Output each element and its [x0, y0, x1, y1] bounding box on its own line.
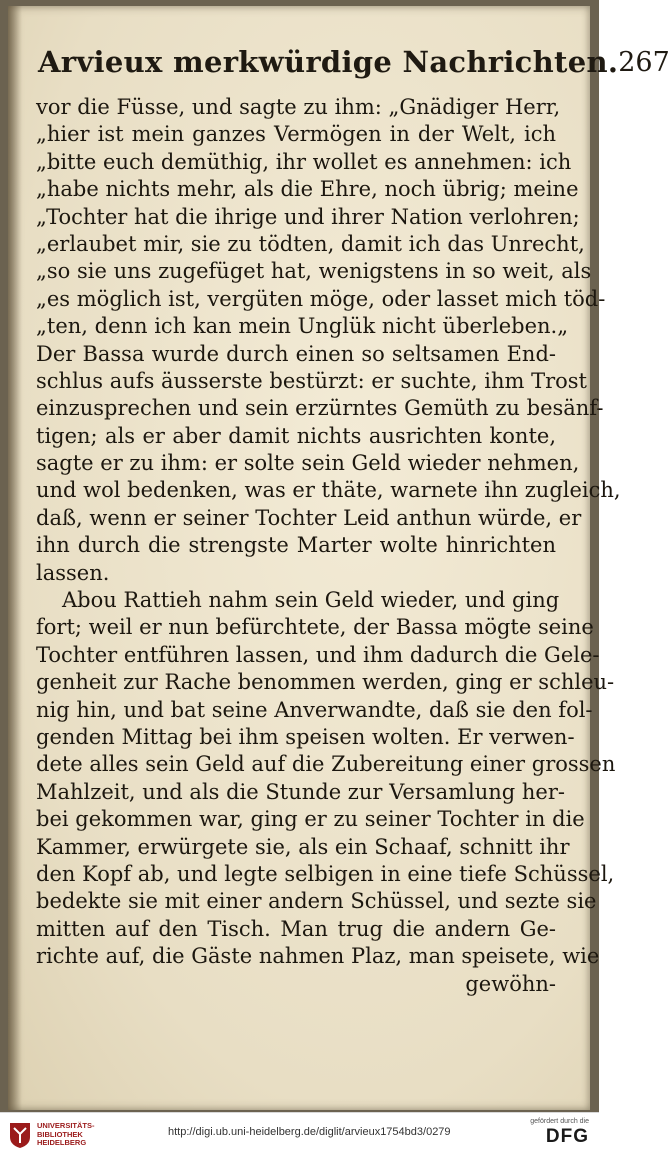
funding-note: gefördert durch die	[530, 1118, 589, 1125]
text-line: sagte er zu ihm: er solte sein Geld wieder nehmen,	[36, 451, 580, 476]
university-seal-icon	[8, 1121, 32, 1149]
text-line: „erlaubet mir, sie zu tödten, damit ich das Unrecht,	[36, 231, 585, 256]
dfg-logo: DFG	[545, 1126, 589, 1147]
text-line: fort; weil er nun befürchtete, der Bassa mögte seine	[36, 615, 594, 640]
text-line: nig hin, und bat seine Anverwandte, daß sie den fol-	[36, 697, 593, 722]
text-line: dete alles sein Geld auf die Zubereitung einer grossen	[36, 752, 616, 777]
text-line: Tochter entführen lassen, und ihm dadurch die Gele-	[36, 642, 600, 667]
library-name-line: UNIVERSITÄTS-	[37, 1121, 95, 1131]
text-line: mitten auf den Tisch. Man trug die andern Ge-	[36, 916, 556, 941]
text-line: „Tochter hat die ihrige und ihrer Nation verlohren;	[36, 204, 580, 229]
page-gutter-shadow	[8, 6, 22, 1110]
text-line: „hier ist mein ganzes Vermögen in der Welt, ich	[36, 122, 556, 147]
text-line: richte auf, die Gäste nahmen Plaz, man speisete, wie	[36, 944, 600, 969]
funding-credit	[530, 1118, 589, 1148]
text-line: und wol bedenken, was er thäte, warnete ihn zugleich,	[36, 478, 621, 503]
text-line: genden Mittag bei ihm speisen wolten. Er verwen-	[36, 724, 575, 749]
text-line: Kammer, erwürgete sie, als ein Schaaf, schnitt ihr	[36, 834, 570, 859]
text-line: „ten, denn ich kan mein Unglük nicht überleben.„	[36, 314, 569, 339]
library-name-line: HEIDELBERG	[37, 1138, 87, 1148]
text-line: Mahlzeit, und als die Stunde zur Versamlung her-	[36, 779, 565, 804]
library-name	[37, 1122, 95, 1148]
text-line: schlus aufs äusserste bestürzt: er suchte, ihm Trost	[36, 368, 587, 393]
permalink-url[interactable]: http://digi.ub.uni-heidelberg.de/diglit/arvieux1754bd3/0279	[168, 1126, 451, 1138]
text-line: Der Bassa wurde durch einen so seltsamen End-	[36, 341, 556, 366]
library-logo[interactable]	[8, 1121, 95, 1149]
text-line: den Kopf ab, und legte selbigen in eine tiefe Schüssel,	[36, 861, 615, 886]
text-line: genheit zur Rache benommen werden, ging er schleu-	[36, 670, 615, 695]
text-line: bei gekommen war, ging er zu seiner Tochter in die	[36, 807, 585, 832]
running-title: Arvieux merkwürdige Nachrichten.	[38, 45, 619, 79]
page-number: 267	[618, 46, 670, 78]
body-text	[36, 94, 621, 998]
text-line: bedekte sie mit einer andern Schüssel, und sezte sie	[36, 889, 597, 914]
text-line: „es möglich ist, vergüten möge, oder lasset mich töd-	[36, 286, 606, 311]
book-page	[8, 6, 670, 1110]
text-line: „bitte euch demüthig, ihr wollet es annehmen: ich	[36, 149, 572, 174]
text-line: vor die Füsse, und sagte zu ihm: „Gnädiger Herr,	[36, 95, 561, 119]
text-line: einzusprechen und sein erzürntes Gemüth zu besänf-	[36, 396, 604, 421]
text-line-paragraph-end: lassen.	[36, 560, 110, 585]
catchword: gewöhn-	[465, 971, 556, 996]
text-line-paragraph-start: Abou Rattieh nahm sein Geld wieder, und ging	[62, 588, 560, 613]
text-line: daß, wenn er seiner Tochter Leid anthun würde, er	[36, 505, 582, 530]
text-line: „so sie uns zugefüget hat, wenigstens in so weit, als	[36, 259, 592, 284]
text-line: ihn durch die strengste Marter wolte hinrichten	[36, 533, 556, 558]
library-name-line: BIBLIOTHEK	[37, 1129, 83, 1139]
text-line: tigen; als er aber damit nichts ausrichten konte,	[36, 423, 556, 448]
text-line: „habe nichts mehr, als die Ehre, noch übrig; meine	[36, 177, 579, 202]
viewer-footer	[0, 1112, 599, 1158]
running-header	[38, 42, 670, 82]
